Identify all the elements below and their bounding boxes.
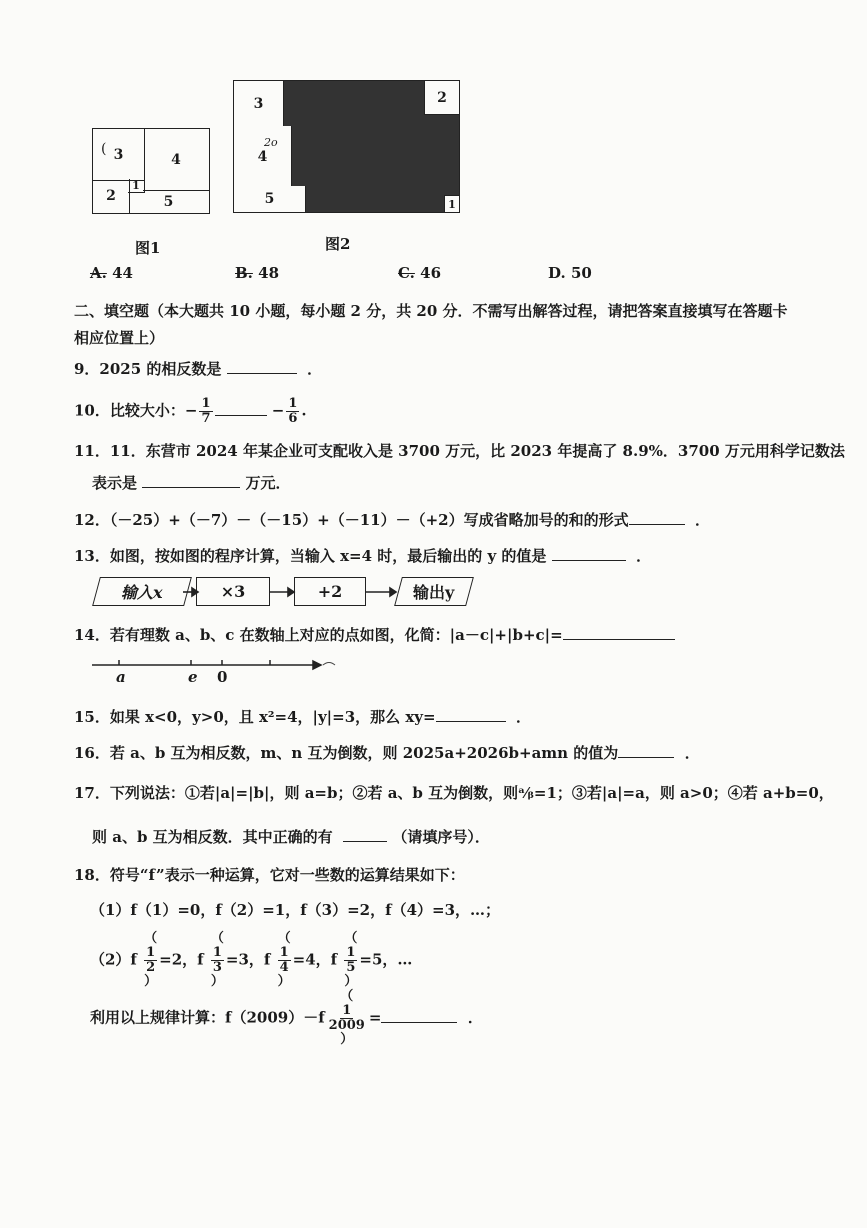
- fig2-cell-1: 1: [444, 195, 459, 212]
- numberline-label-0: 0: [217, 668, 228, 686]
- answer-blank[interactable]: [227, 359, 297, 374]
- answer-blank[interactable]: [629, 510, 685, 525]
- fig1-hand-mark: (: [101, 141, 107, 157]
- question-18-line3: （2）f （ $\frac{1}{2}$ ）=2，f （ $\frac{1}{3}$ ）=3，f （ $\frac{1}{4}$ ）=4，f （ $\frac{1}{5}$ ）=5，…: [90, 931, 413, 989]
- question-17-line1: 17．下列说法：①若|a|=|b|，则 a=b；②若 a、b 互为倒数，则ᵃ⁄ᵦ=1；③若|a|=a，则 a>0；④若 a+b=0，: [74, 784, 834, 802]
- section-header-line2: 相应位置上）: [74, 329, 165, 347]
- fraction-1-2009: （ $\frac{1}{2009}$ ）: [328, 989, 365, 1047]
- fig2-cell-4: 4: [234, 126, 292, 188]
- option-c: C. 46: [398, 264, 442, 282]
- question-15: 15．如果 x<0，y>0，且 x²=4，|y|=3，那么 xy= ．: [74, 708, 532, 726]
- numberline-label-a: a: [116, 668, 126, 686]
- answer-blank[interactable]: [381, 1008, 457, 1023]
- flow-output: 输出y: [394, 577, 474, 606]
- question-16: 16．若 a、b 互为相反数，m、n 互为倒数，则 2025a+2026b+amn 的值为 ．: [74, 744, 700, 762]
- question-18-line4: 利用以上规律计算：f（2009）－f（ $\frac{1}{2009}$ ）= ．: [90, 989, 483, 1047]
- question-14: 14．若有理数 a、b、c 在数轴上对应的点如图，化简：|a－c|+|b+c|=: [74, 624, 675, 645]
- fraction-1-2: （ $\frac{1}{2}$ ）: [144, 931, 158, 989]
- question-18-line1: 18．符号“f”表示一种运算，它对一些数的运算结果如下：: [74, 866, 465, 884]
- section-header-line1: 二、填空题（本大题共 10 小题，每小题 2 分，共 20 分．不需写出解答过程，请把答案直接填写在答题卡: [74, 302, 788, 320]
- answer-blank[interactable]: [563, 625, 675, 640]
- figure-2: [233, 80, 460, 213]
- question-11-line1: 11．11．东营市 2024 年某企业可支配收入是 3700 万元，比 2023 年提高了 8.9%．3700 万元用科学记数法: [74, 442, 845, 460]
- flow-step-add: +2: [294, 577, 366, 606]
- fig2-cell-2: 2: [424, 81, 459, 115]
- fig2-cell-3: 3: [234, 81, 284, 128]
- answer-blank[interactable]: [215, 401, 267, 416]
- flow-step-multiply: ×3: [196, 577, 270, 606]
- fig1-cell-3: 3: [93, 129, 145, 181]
- fraction-1-4: （ $\frac{1}{4}$ ）: [277, 931, 291, 989]
- question-13: 13．如图，按如图的程序计算，当输入 x=4 时，最后输出的 y 的值是 ．: [74, 547, 652, 565]
- fig1-cell-1: 1: [128, 179, 145, 193]
- fig2-cell-5: 5: [234, 186, 306, 212]
- question-12: 12．（－25）+（－7）－（－15）+（－11）－（+2）写成省略加号的和的形式 ．: [74, 511, 711, 529]
- fig2-hand-note: 2o: [264, 136, 278, 149]
- number-line: [88, 655, 448, 679]
- answer-blank[interactable]: [436, 707, 506, 722]
- numberline-label-e: e: [188, 668, 198, 686]
- option-a: A. 44: [90, 264, 133, 282]
- question-10: 10．比较大小：− $\frac{1}{7}$ − $\frac{1}{6}$ .: [74, 396, 307, 426]
- fig1-cell-5: 5: [163, 194, 174, 210]
- fraction-1-6: $\frac{1}{6}$: [288, 396, 298, 426]
- option-b: B. 48: [235, 264, 280, 282]
- question-17-line2: 则 a、b 互为相反数．其中正确的有 （请填序号）．: [92, 828, 490, 846]
- figure-1-label: 图1: [135, 239, 161, 257]
- fraction-1-3: （ $\frac{1}{3}$ ）: [210, 931, 224, 989]
- fraction-1-7: $\frac{1}{7}$: [201, 396, 211, 426]
- figure-2-label: 图2: [325, 235, 351, 253]
- question-11-line2: 表示是 万元．: [92, 474, 291, 492]
- answer-blank[interactable]: [142, 473, 240, 488]
- question-18-line2: （1）f（1）=0，f（2）=1，f（3）=2，f（4）=3，…；: [90, 901, 501, 919]
- fig1-cell-4: 4: [143, 129, 209, 191]
- answer-blank[interactable]: [552, 546, 626, 561]
- fraction-1-5: （ $\frac{1}{5}$ ）: [344, 931, 358, 989]
- question-9: 9．2025 的相反数是 ．: [74, 360, 323, 378]
- answer-blank[interactable]: [618, 743, 674, 758]
- fig1-cell-2: 2: [93, 179, 130, 213]
- option-d: D. 50: [548, 264, 592, 282]
- answer-blank[interactable]: [343, 827, 387, 842]
- figure-1: [92, 128, 210, 214]
- flow-input: 输入x: [92, 577, 192, 606]
